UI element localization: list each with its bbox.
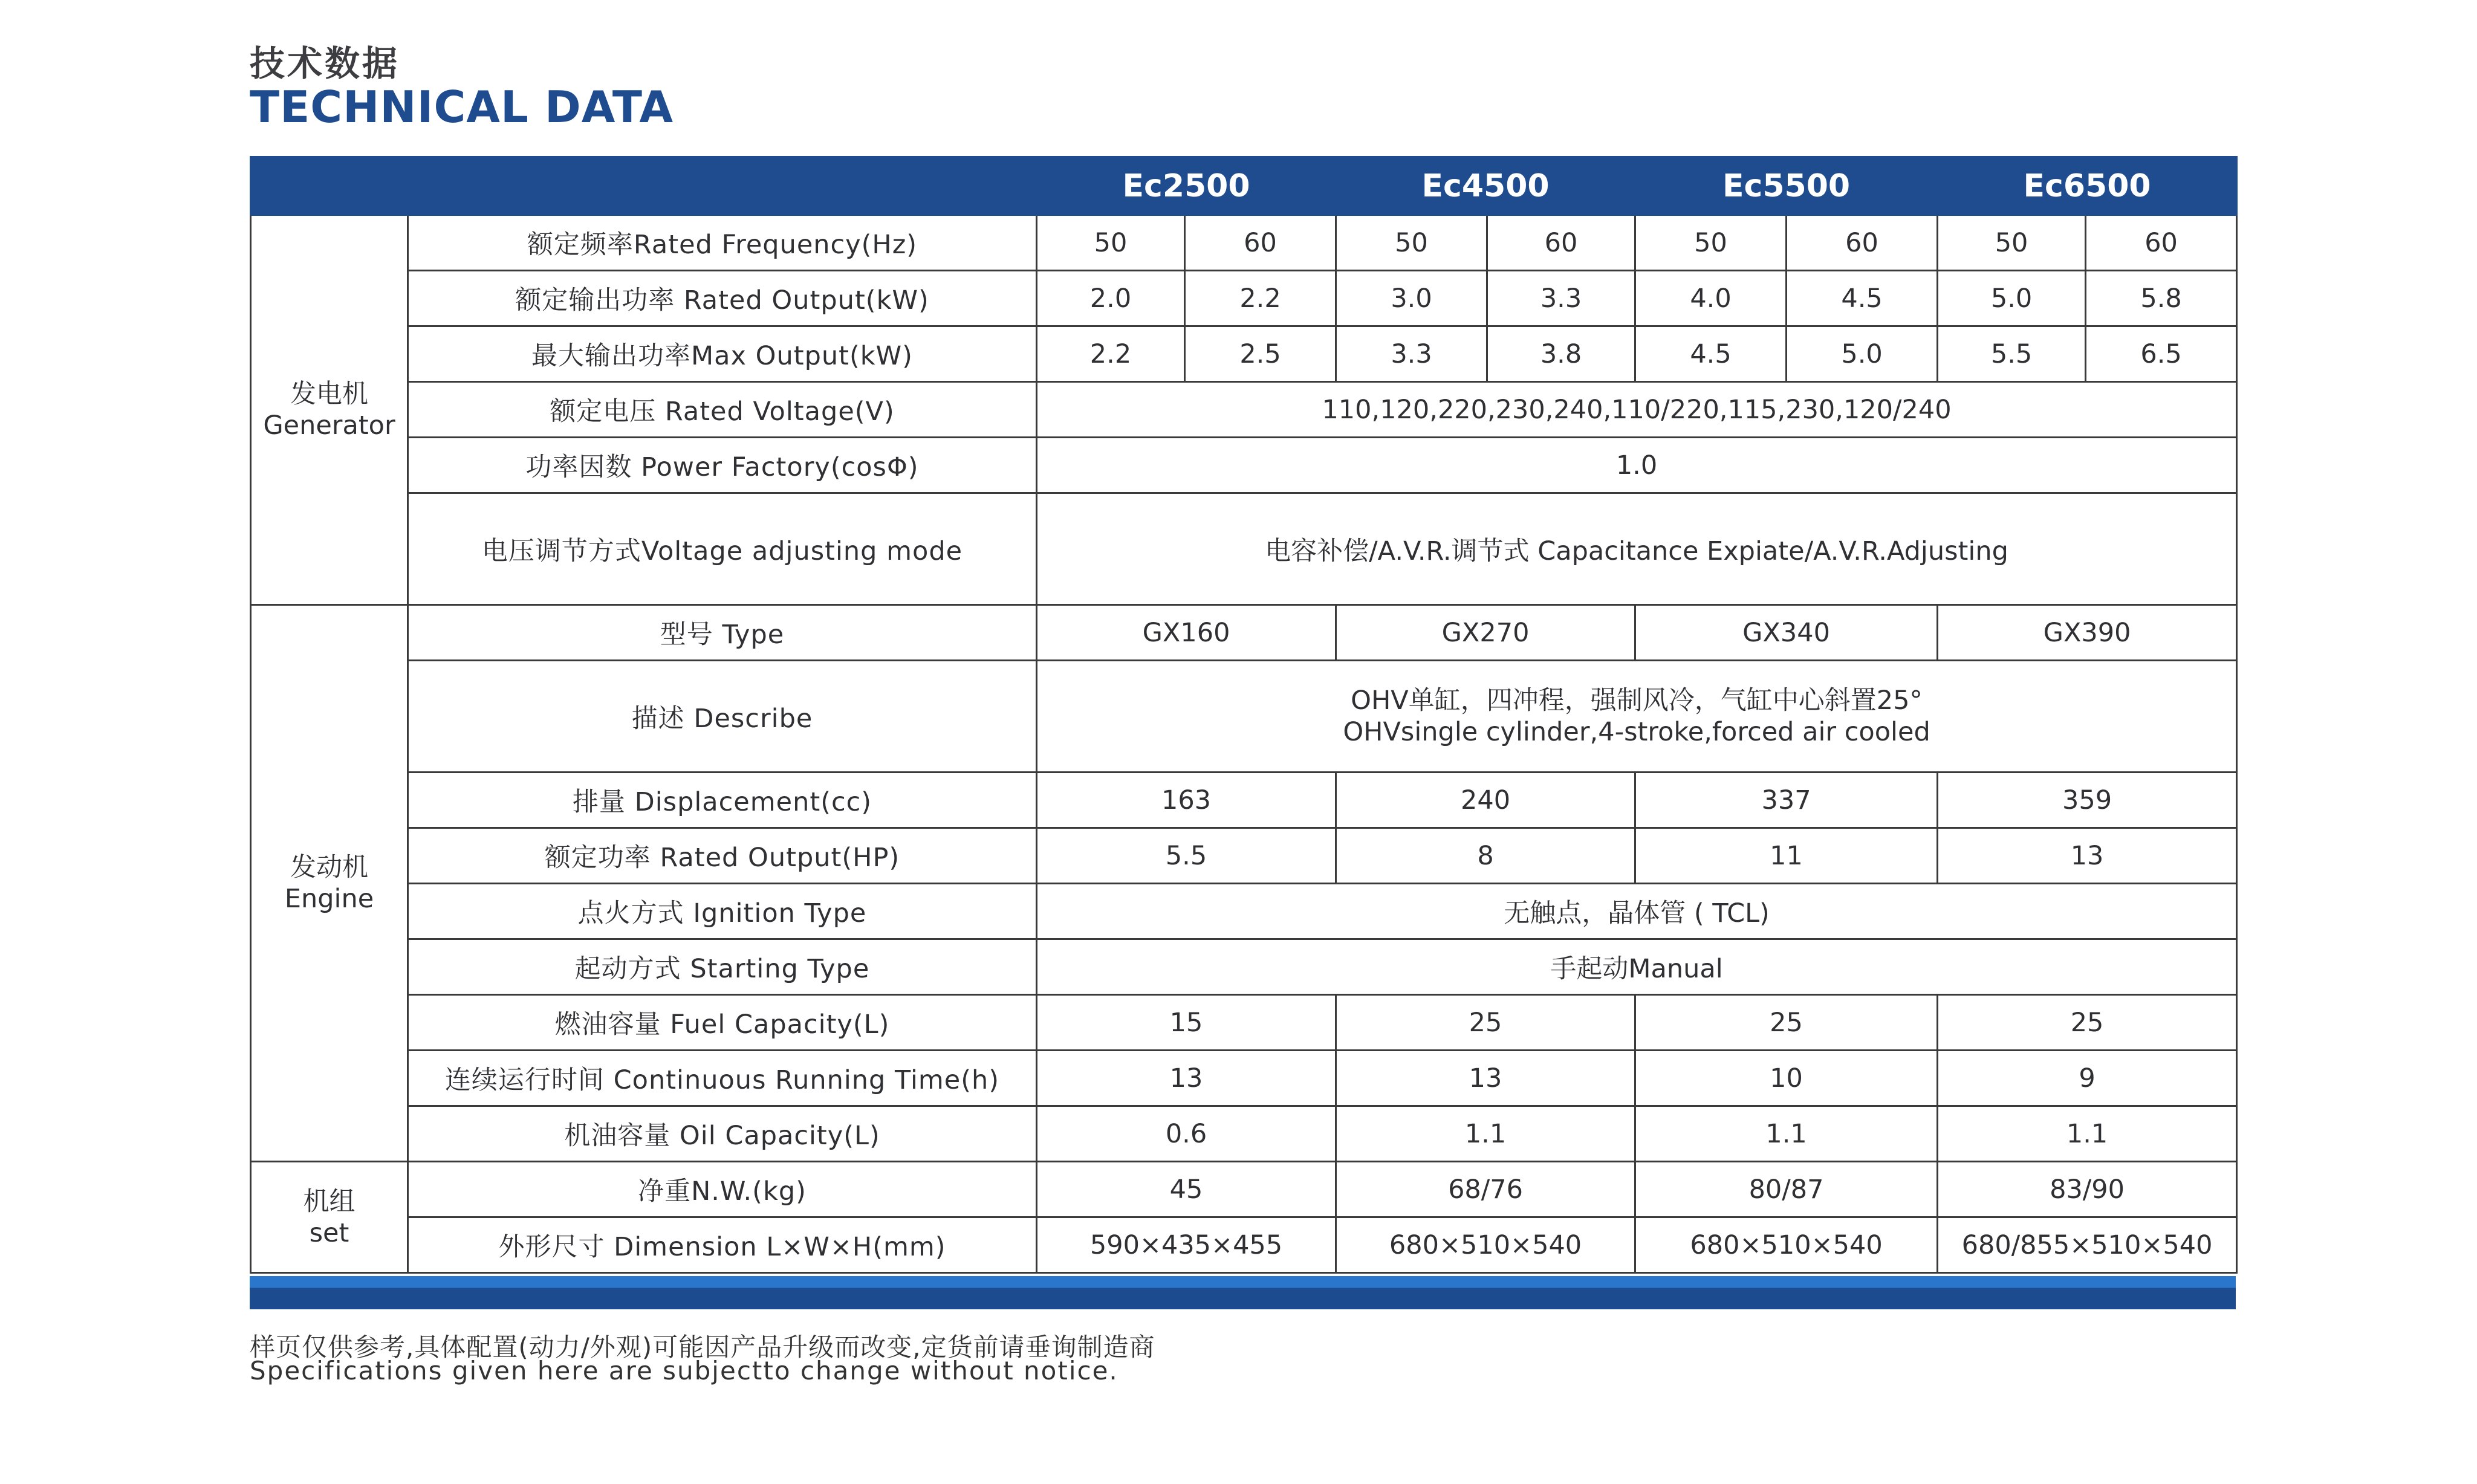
table-row bbox=[251, 773, 2237, 828]
param-label: 电压调节方式Voltage adjusting mode bbox=[408, 493, 1037, 605]
value-cell: 5.8 bbox=[2086, 271, 2237, 326]
table-row bbox=[251, 493, 2237, 605]
value-cell: 5.5 bbox=[1938, 326, 2086, 382]
technical-data-table bbox=[250, 156, 2238, 1274]
table-bottom-bar bbox=[250, 1276, 2236, 1309]
value-cell: 680×510×540 bbox=[1635, 1217, 1938, 1273]
param-label: 描述 Describe bbox=[408, 661, 1037, 773]
param-label: 点火方式 Ignition Type bbox=[408, 884, 1037, 939]
footnote-en: Specifications given here are subjectto change without notice. bbox=[250, 1356, 1118, 1385]
table-row bbox=[251, 939, 2237, 995]
value-cell: GX340 bbox=[1635, 605, 1938, 661]
value-cell: 60 bbox=[2086, 215, 2237, 271]
value-cell: 1.1 bbox=[1635, 1106, 1938, 1162]
table-row bbox=[251, 1162, 2237, 1217]
value-cell: 110,120,220,230,240,110/220,115,230,120/240 bbox=[1037, 382, 2237, 438]
value-cell: 15 bbox=[1037, 995, 1336, 1051]
value-cell: 4.5 bbox=[1635, 326, 1787, 382]
table-row bbox=[251, 1217, 2237, 1273]
value-cell: 590×435×455 bbox=[1037, 1217, 1336, 1273]
value-cell: 50 bbox=[1635, 215, 1787, 271]
value-cell: 163 bbox=[1037, 773, 1336, 828]
value-cell: 1.0 bbox=[1037, 438, 2237, 493]
value-cell: 50 bbox=[1336, 215, 1487, 271]
value-cell: 80/87 bbox=[1635, 1162, 1938, 1217]
table-row bbox=[251, 605, 2237, 661]
section-title-cn: 技术数据 bbox=[250, 43, 400, 84]
value-cell: 3.8 bbox=[1487, 326, 1635, 382]
value-cell: 680/855×510×540 bbox=[1938, 1217, 2237, 1273]
table-row bbox=[251, 1051, 2237, 1106]
value-cell: 6.5 bbox=[2086, 326, 2237, 382]
value-cell: GX270 bbox=[1336, 605, 1635, 661]
value-cell: 11 bbox=[1635, 828, 1938, 884]
value-cell: 68/76 bbox=[1336, 1162, 1635, 1217]
param-label: 额定功率 Rated Output(HP) bbox=[408, 828, 1037, 884]
table-row bbox=[251, 382, 2237, 438]
value-cell: 13 bbox=[1938, 828, 2237, 884]
param-label: 型号 Type bbox=[408, 605, 1037, 661]
category-generator bbox=[251, 215, 408, 605]
table-row bbox=[251, 1106, 2237, 1162]
value-cell: 680×510×540 bbox=[1336, 1217, 1635, 1273]
value-cell: 5.0 bbox=[1938, 271, 2086, 326]
model-header: Ec2500 bbox=[1037, 157, 1336, 215]
value-cell: 手起动Manual bbox=[1037, 939, 2237, 995]
value-cell: 2.5 bbox=[1185, 326, 1336, 382]
section-title-en: TECHNICAL DATA bbox=[250, 82, 674, 132]
param-label: 功率因数 Power Factory(cosΦ) bbox=[408, 438, 1037, 493]
param-label: 起动方式 Starting Type bbox=[408, 939, 1037, 995]
value-cell: 50 bbox=[1037, 215, 1185, 271]
value-cell: 0.6 bbox=[1037, 1106, 1336, 1162]
table-row bbox=[251, 828, 2237, 884]
category-set bbox=[251, 1162, 408, 1273]
value-cell bbox=[1037, 661, 2237, 773]
value-cell: 2.0 bbox=[1037, 271, 1185, 326]
describe-line-en: OHVsingle cylinder,4-stroke,forced air cooled bbox=[1343, 717, 1930, 747]
table-row bbox=[251, 995, 2237, 1051]
category-label-cn: 机组 bbox=[303, 1186, 355, 1217]
value-cell: 3.3 bbox=[1336, 326, 1487, 382]
value-cell: 无触点，晶体管 ( TCL) bbox=[1037, 884, 2237, 939]
header-blank-cell bbox=[251, 157, 1037, 215]
value-cell: 25 bbox=[1938, 995, 2237, 1051]
value-cell: 10 bbox=[1635, 1051, 1938, 1106]
value-cell: 60 bbox=[1185, 215, 1336, 271]
param-label: 最大输出功率Max Output(kW) bbox=[408, 326, 1037, 382]
value-cell: 3.0 bbox=[1336, 271, 1487, 326]
category-label-en: Generator bbox=[263, 410, 395, 441]
value-cell: 25 bbox=[1336, 995, 1635, 1051]
value-cell: 359 bbox=[1938, 773, 2237, 828]
value-cell: 3.3 bbox=[1487, 271, 1635, 326]
value-cell: 60 bbox=[1487, 215, 1635, 271]
table-row bbox=[251, 438, 2237, 493]
category-label-en: set bbox=[309, 1217, 349, 1248]
value-cell: 13 bbox=[1336, 1051, 1635, 1106]
param-label: 机油容量 Oil Capacity(L) bbox=[408, 1106, 1037, 1162]
model-header: Ec6500 bbox=[1938, 157, 2237, 215]
value-cell: 2.2 bbox=[1037, 326, 1185, 382]
param-label: 连续运行时间 Continuous Running Time(h) bbox=[408, 1051, 1037, 1106]
param-label: 额定频率Rated Frequency(Hz) bbox=[408, 215, 1037, 271]
describe-line-cn: OHV单缸，四冲程，强制风冷，气缸中心斜置25° bbox=[1351, 685, 1923, 716]
param-label: 燃油容量 Fuel Capacity(L) bbox=[408, 995, 1037, 1051]
param-label: 净重N.W.(kg) bbox=[408, 1162, 1037, 1217]
value-cell: 337 bbox=[1635, 773, 1938, 828]
footnote-cn: 样页仅供参考,具体配置(动力/外观)可能因产品升级而改变,定货前请垂询制造商 bbox=[250, 1332, 1155, 1362]
category-engine bbox=[251, 605, 408, 1162]
category-label-en: Engine bbox=[284, 884, 374, 914]
value-cell: 1.1 bbox=[1938, 1106, 2237, 1162]
value-cell: 4.5 bbox=[1787, 271, 1938, 326]
param-label: 额定输出功率 Rated Output(kW) bbox=[408, 271, 1037, 326]
value-cell: 2.2 bbox=[1185, 271, 1336, 326]
param-label: 排量 Displacement(cc) bbox=[408, 773, 1037, 828]
param-label: 外形尺寸 Dimension L×W×H(mm) bbox=[408, 1217, 1037, 1273]
value-cell: 240 bbox=[1336, 773, 1635, 828]
table-row bbox=[251, 326, 2237, 382]
value-cell: 13 bbox=[1037, 1051, 1336, 1106]
value-cell: 4.0 bbox=[1635, 271, 1787, 326]
value-cell: 9 bbox=[1938, 1051, 2237, 1106]
value-cell: GX390 bbox=[1938, 605, 2237, 661]
value-cell: 25 bbox=[1635, 995, 1938, 1051]
category-label-cn: 发动机 bbox=[290, 852, 368, 883]
category-label-cn: 发电机 bbox=[290, 379, 368, 409]
table-row bbox=[251, 661, 2237, 773]
value-cell: 5.5 bbox=[1037, 828, 1336, 884]
value-cell: 83/90 bbox=[1938, 1162, 2237, 1217]
value-cell: 60 bbox=[1787, 215, 1938, 271]
value-cell: GX160 bbox=[1037, 605, 1336, 661]
table-row bbox=[251, 271, 2237, 326]
value-cell: 8 bbox=[1336, 828, 1635, 884]
value-cell: 45 bbox=[1037, 1162, 1336, 1217]
value-cell: 5.0 bbox=[1787, 326, 1938, 382]
model-header: Ec4500 bbox=[1336, 157, 1635, 215]
value-cell: 1.1 bbox=[1336, 1106, 1635, 1162]
model-header-row bbox=[251, 157, 2237, 215]
model-header: Ec5500 bbox=[1635, 157, 1938, 215]
value-cell: 电容补偿/A.V.R.调节式 Capacitance Expiate/A.V.R.Adjusting bbox=[1037, 493, 2237, 605]
table-row bbox=[251, 884, 2237, 939]
param-label: 额定电压 Rated Voltage(V) bbox=[408, 382, 1037, 438]
value-cell: 50 bbox=[1938, 215, 2086, 271]
table-row bbox=[251, 215, 2237, 271]
